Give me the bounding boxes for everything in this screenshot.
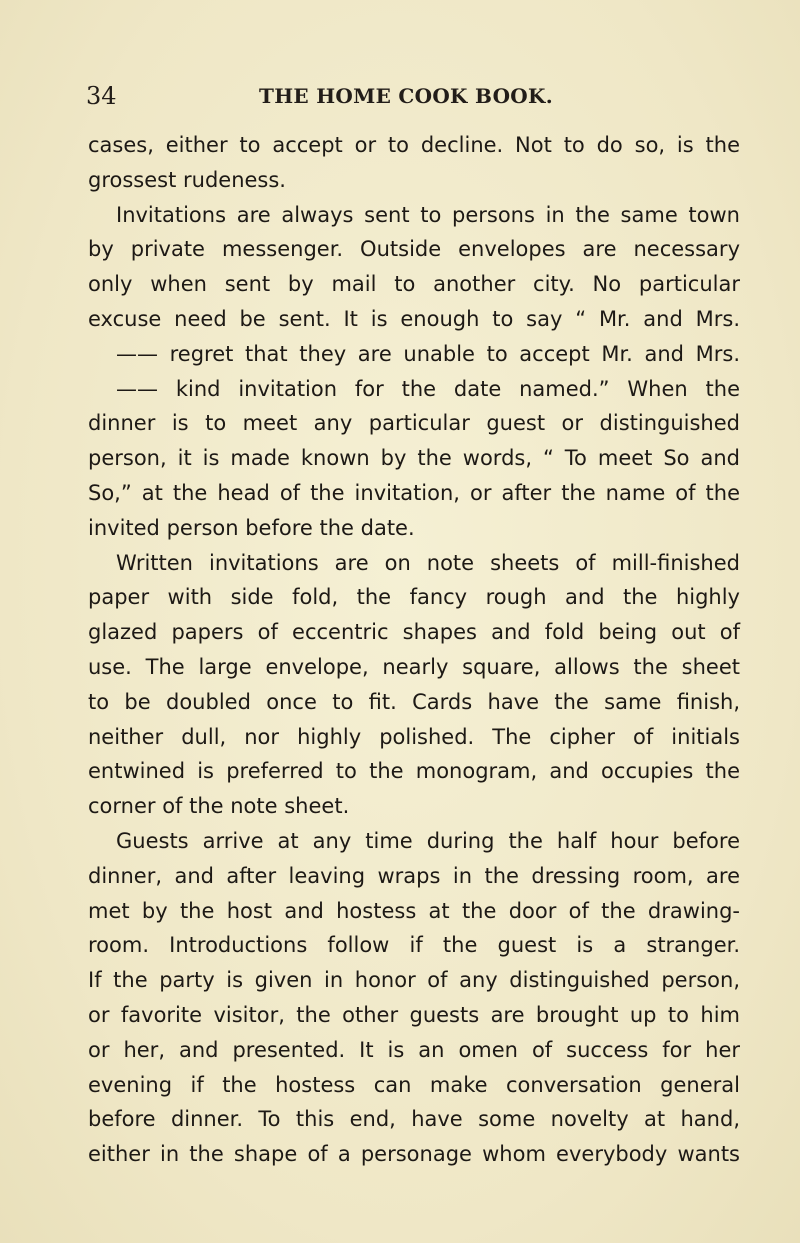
text-line: —— kind invitation for the date named.” When the xyxy=(116,376,740,401)
text-line: —— regret that they are unable to accept Mr. and Mrs. xyxy=(116,341,740,366)
text-line: only when sent by mail to another city. No particular xyxy=(88,272,740,297)
page-number: 34 xyxy=(86,82,117,110)
text-line: use. The large envelope, nearly square, allows the sheet xyxy=(88,654,740,679)
text-line: cases, either to accept or to decline. Not to do so, is the xyxy=(88,133,740,157)
text-line: before dinner. To this end, have some novelty at hand, xyxy=(88,1107,740,1132)
text-line: or her, and presented. It is an omen of success for her xyxy=(88,1037,740,1062)
text-line: met by the host and hostess at the door of the drawing- xyxy=(88,898,740,923)
text-line: by private messenger. Outside envelopes are necessary xyxy=(88,237,740,262)
text-line: or favorite visitor, the other guests are brought up to him xyxy=(88,1002,740,1027)
text-line: room. Introductions follow if the guest is a stranger. xyxy=(88,933,740,958)
text-line: Written invitations are on note sheets of mill-finished xyxy=(116,550,740,575)
text-line: glazed papers of eccentric shapes and fold being out of xyxy=(88,620,740,645)
body-text xyxy=(88,128,740,1172)
text-line: Invitations are always sent to persons in the same town xyxy=(116,202,740,227)
text-line: dinner is to meet any particular guest or distinguished xyxy=(88,411,740,436)
text-line: person, it is made known by the words, “ To meet So and xyxy=(88,446,740,471)
text-line: If the party is given in honor of any distinguished person, xyxy=(88,968,740,993)
text-line: So,” at the head of the invitation, or after the name of the xyxy=(88,480,740,505)
running-title: THE HOME COOK BOOK. xyxy=(259,84,553,108)
text-line: invited person before the date. xyxy=(88,515,415,540)
text-line: corner of the note sheet. xyxy=(88,794,350,819)
text-line: neither dull, nor highly polished. The cipher of initials xyxy=(88,724,740,749)
text-line: entwined is preferred to the monogram, and occupies the xyxy=(88,759,740,784)
text-line: either in the shape of a personage whom everybody wants xyxy=(88,1142,740,1167)
text-line: paper with side fold, the fancy rough and the highly xyxy=(88,585,740,610)
text-line: evening if the hostess can make conversation general xyxy=(88,1072,740,1097)
text-line: dinner, and after leaving wraps in the dressing room, are xyxy=(88,863,740,888)
text-line: to be doubled once to fit. Cards have the same finish, xyxy=(88,689,740,714)
text-line: Guests arrive at any time during the half hour before xyxy=(116,828,740,853)
page-header xyxy=(86,82,726,112)
text-line: excuse need be sent. It is enough to say “ Mr. and Mrs. xyxy=(88,306,740,331)
text-line: grossest rudeness. xyxy=(88,167,286,192)
